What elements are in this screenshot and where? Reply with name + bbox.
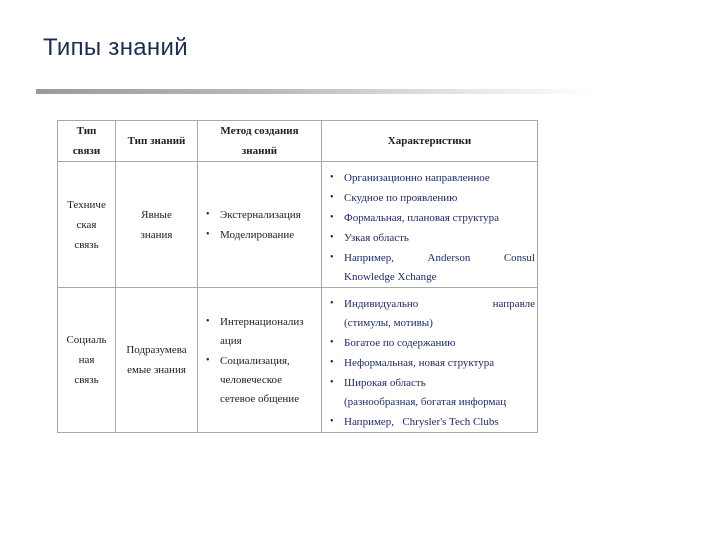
cell-knowledge-explicit: Явные знания (116, 162, 198, 288)
header-knowledge-type: Тип знаний (116, 121, 198, 162)
bullet-icon: • (330, 252, 334, 263)
header-link-type: Тип связи (58, 121, 116, 162)
list-item-example: • Например, Chrysler's Tech Clubs (330, 412, 537, 432)
table-row-technical (58, 162, 538, 288)
list-item: • Узкая область (330, 228, 537, 248)
bullet-icon: • (206, 208, 210, 220)
cell-characteristics-social: • Индивидуально направле (стимулы, мотивы) • Богатое по содержанию • Неформальная, новая структура • Широкая область (разнообразная, богатая информац • Например, Chrysler's Tech Clubs (322, 288, 538, 433)
cell-characteristics-technical (322, 162, 538, 288)
cell-methods-social: • Интернационализ ация • Социализация, человеческое сетевое общение (198, 288, 322, 433)
list-item: • Организационно направленное (330, 168, 537, 188)
knowledge-types-table (57, 120, 538, 433)
list-item-continuation: Knowledge Xchange (344, 271, 437, 283)
cell-link-type-social: Социаль ная связь (58, 288, 116, 433)
list-item: • Интернационализ (206, 312, 321, 332)
title-divider (36, 89, 596, 94)
list-item-example: • Например, Anderson Consul (330, 248, 537, 268)
list-item: • Индивидуально направле (330, 294, 537, 314)
bullet-icon: • (330, 298, 334, 309)
bullet-icon: • (206, 228, 210, 240)
bullet-icon: • (330, 192, 334, 203)
list-item: • Неформальная, новая структура (330, 353, 537, 373)
bullet-icon: • (330, 357, 334, 368)
cell-knowledge-tacit: Подразумева емые знания (116, 288, 198, 433)
list-item: • Скудное по проявлению (330, 188, 537, 208)
cell-methods-technical (198, 162, 322, 288)
list-item: • Социализация, (206, 351, 321, 371)
header-characteristics: Характеристики (322, 121, 538, 162)
bullet-icon: • (330, 172, 334, 183)
list-item: • Моделирование (206, 225, 321, 245)
cell-link-type-technical: Техниче ская связь (58, 162, 116, 288)
bullet-icon: • (330, 337, 334, 348)
slide-title: Типы знаний (43, 34, 188, 61)
table-header-row (58, 121, 538, 162)
bullet-icon: • (330, 416, 334, 427)
list-item: • Формальная, плановая структура (330, 208, 537, 228)
bullet-icon: • (206, 315, 210, 327)
list-item: • Богатое по содержанию (330, 333, 537, 353)
list-item: • Широкая область (330, 373, 537, 393)
bullet-icon: • (330, 232, 334, 243)
header-creation-method: Метод создания знаний (198, 121, 322, 162)
bullet-icon: • (330, 377, 334, 388)
knowledge-types-table-frame (57, 120, 535, 430)
table-row-social (58, 288, 538, 433)
bullet-icon: • (206, 354, 210, 366)
list-item: • Экстернализация (206, 205, 321, 225)
bullet-icon: • (330, 212, 334, 223)
